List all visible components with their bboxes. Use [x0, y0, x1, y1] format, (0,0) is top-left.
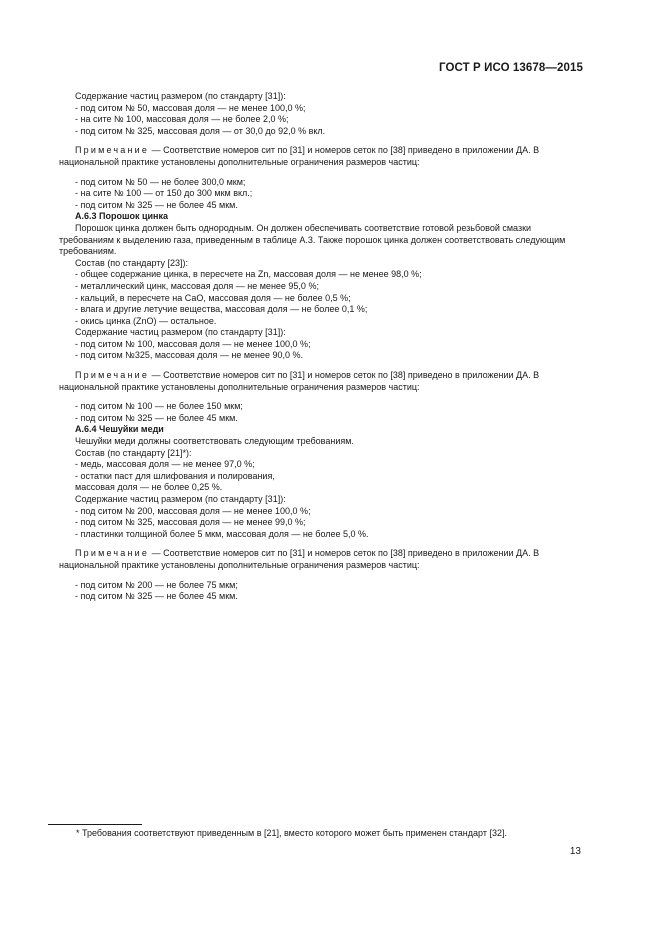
- list-item: - под ситом № 50, массовая доля — не менее 100,0 %;: [75, 102, 306, 113]
- list-item: - кальций, в пересчете на СаО, массовая доля — не более 0,5 %;: [75, 292, 351, 303]
- list-item: - под ситом № 325 — не более 45 мкм.: [75, 591, 238, 602]
- list-item: - под ситом № 100 — не более 150 мкм;: [75, 401, 243, 412]
- section-heading: А.6.4 Чешуйки меди: [75, 424, 164, 435]
- footnote: * Требования соответствуют приведенным в [21], вместо которого может быть применен стандарт [32].: [76, 828, 507, 838]
- list-item: - под ситом № 325 — не более 45 мкм.: [75, 412, 238, 423]
- paragraph: Порошок цинка должен быть однородным. Он должен обеспечивать соответствие готовой резьбовой смазки требованиям к выделению газа, приведенным в таблице А.3. Также порошок цинка должен соответствовать следующим требованиям.: [59, 222, 566, 257]
- paragraph: Содержание частиц размером (по стандарту [31]):: [75, 91, 286, 101]
- list-item: - окись цинка (ZnO) — остальное.: [75, 315, 217, 326]
- list-item: - под ситом № 325 — не более 45 мкм.: [75, 199, 238, 210]
- paragraph: Содержание частиц размером (по стандарту [31]):: [75, 327, 286, 338]
- paragraph: Состав (по стандарту [23]):: [75, 257, 188, 268]
- list-item: - под ситом № 325, массовая доля — не менее 99,0 %;: [75, 517, 306, 528]
- note-text: — Соответствие номеров сит по [31] и номеров сеток по [38] приведено в приложении ДА. В национальной практике установлены дополнительные ограничения размеров частиц:: [59, 548, 540, 570]
- list-item: - общее содержание цинка, в пересчете на Zn, массовая доля — не менее 98,0 %;: [75, 269, 422, 280]
- page-number: 13: [569, 846, 581, 857]
- list-item: - под ситом № 100, массовая доля — не менее 100,0 %;: [75, 338, 311, 349]
- paragraph: Чешуйки меди должны соответствовать следующим требованиям.: [75, 436, 354, 447]
- list-item: - под ситом № 200 — не более 75 мкм;: [75, 579, 238, 590]
- document-body: [59, 91, 582, 603]
- note-text: — Соответствие номеров сит по [31] и номеров сеток по [38] приведено в приложении ДА. В национальной практике установлены дополнительные ограничения размеров частиц:: [59, 145, 540, 167]
- paragraph: Содержание частиц размером (по стандарту [31]):: [75, 494, 286, 504]
- list-item: - под ситом № 50 — не более 300,0 мкм;: [75, 176, 246, 187]
- note-label: Примечание: [75, 548, 150, 559]
- note-label: Примечание: [75, 370, 150, 381]
- list-item: - под ситом №325, массовая доля — не менее 90,0 %.: [75, 350, 304, 361]
- list-item: - пластинки толщиной более 5 мкм, массовая доля — не более 5,0 %.: [75, 528, 369, 539]
- list-item: - медь, массовая доля — не менее 97,0 %;: [75, 459, 255, 470]
- footnote-divider: [48, 824, 142, 825]
- list-item: - на сите № 100, массовая доля — не более 2,0 %;: [75, 114, 289, 125]
- list-item: - на сите № 100 — от 150 до 300 мкм вкл.;: [75, 188, 253, 199]
- document-code: ГОСТ Р ИСО 13678—2015: [438, 62, 583, 74]
- note-label: Примечание: [75, 145, 150, 156]
- section-heading: А.6.3 Порошок цинка: [75, 211, 168, 222]
- list-item: - под ситом № 325, массовая доля — от 30,0 до 92,0 % вкл.: [75, 125, 326, 136]
- note-paragraph: [59, 370, 582, 393]
- list-item: - металлический цинк, массовая доля — не менее 95,0 %;: [75, 280, 319, 291]
- paragraph: массовая доля — не более 0,25 %.: [75, 482, 223, 493]
- paragraph: Состав (по стандарту [21]*):: [75, 447, 192, 458]
- list-item: - под ситом № 200, массовая доля — не менее 100,0 %;: [75, 505, 311, 516]
- list-item: - влага и другие летучие вещества, массовая доля — не более 0,1 %;: [75, 304, 368, 315]
- list-item: - остатки паст для шлифования и полирования,: [75, 470, 275, 481]
- note-text: — Соответствие номеров сит по [31] и номеров сеток по [38] приведено в приложении ДА. В национальной практике установлены дополнительные ограничения размеров частиц:: [59, 370, 540, 392]
- note-paragraph: [59, 548, 582, 571]
- note-paragraph: [59, 145, 582, 168]
